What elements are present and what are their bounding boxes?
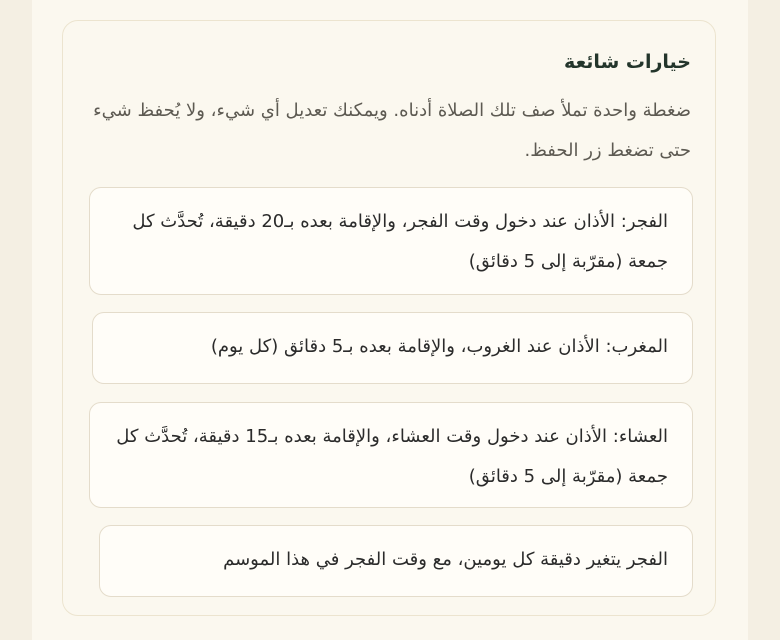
option-maghrib-label: المغرب: الأذان عند الغروب، والإقامة بعده بـ5 دقائق (كل يوم) <box>210 336 668 357</box>
card-title: خيارات شائعة <box>564 51 691 73</box>
option-fajr-button[interactable] <box>89 187 693 295</box>
common-options-card <box>62 20 716 616</box>
card-description: ضغطة واحدة تملأ صف تلك الصلاة أدناه. ويمكنك تعديل أي شيء، ولا يُحفظ شيء حتى تضغط زر الحفظ. <box>93 100 691 161</box>
option-fajr-seasonal-button[interactable] <box>99 525 693 597</box>
option-fajr-label: الفجر: الأذان عند دخول وقت الفجر، والإقامة بعده بـ20 دقيقة، تُحدَّث كل جمعة (مقرّبة إلى 5 دقائق) <box>132 211 668 272</box>
option-isha-label: العشاء: الأذان عند دخول وقت العشاء، والإقامة بعده بـ15 دقيقة، تُحدَّث كل جمعة (مقرّبة إلى 5 دقائق) <box>116 426 668 487</box>
option-isha-button[interactable] <box>89 402 693 508</box>
option-maghrib-button[interactable] <box>92 312 693 384</box>
option-fajr-seasonal-label: الفجر يتغير دقيقة كل يومين، مع وقت الفجر في هذا الموسم <box>223 549 668 570</box>
